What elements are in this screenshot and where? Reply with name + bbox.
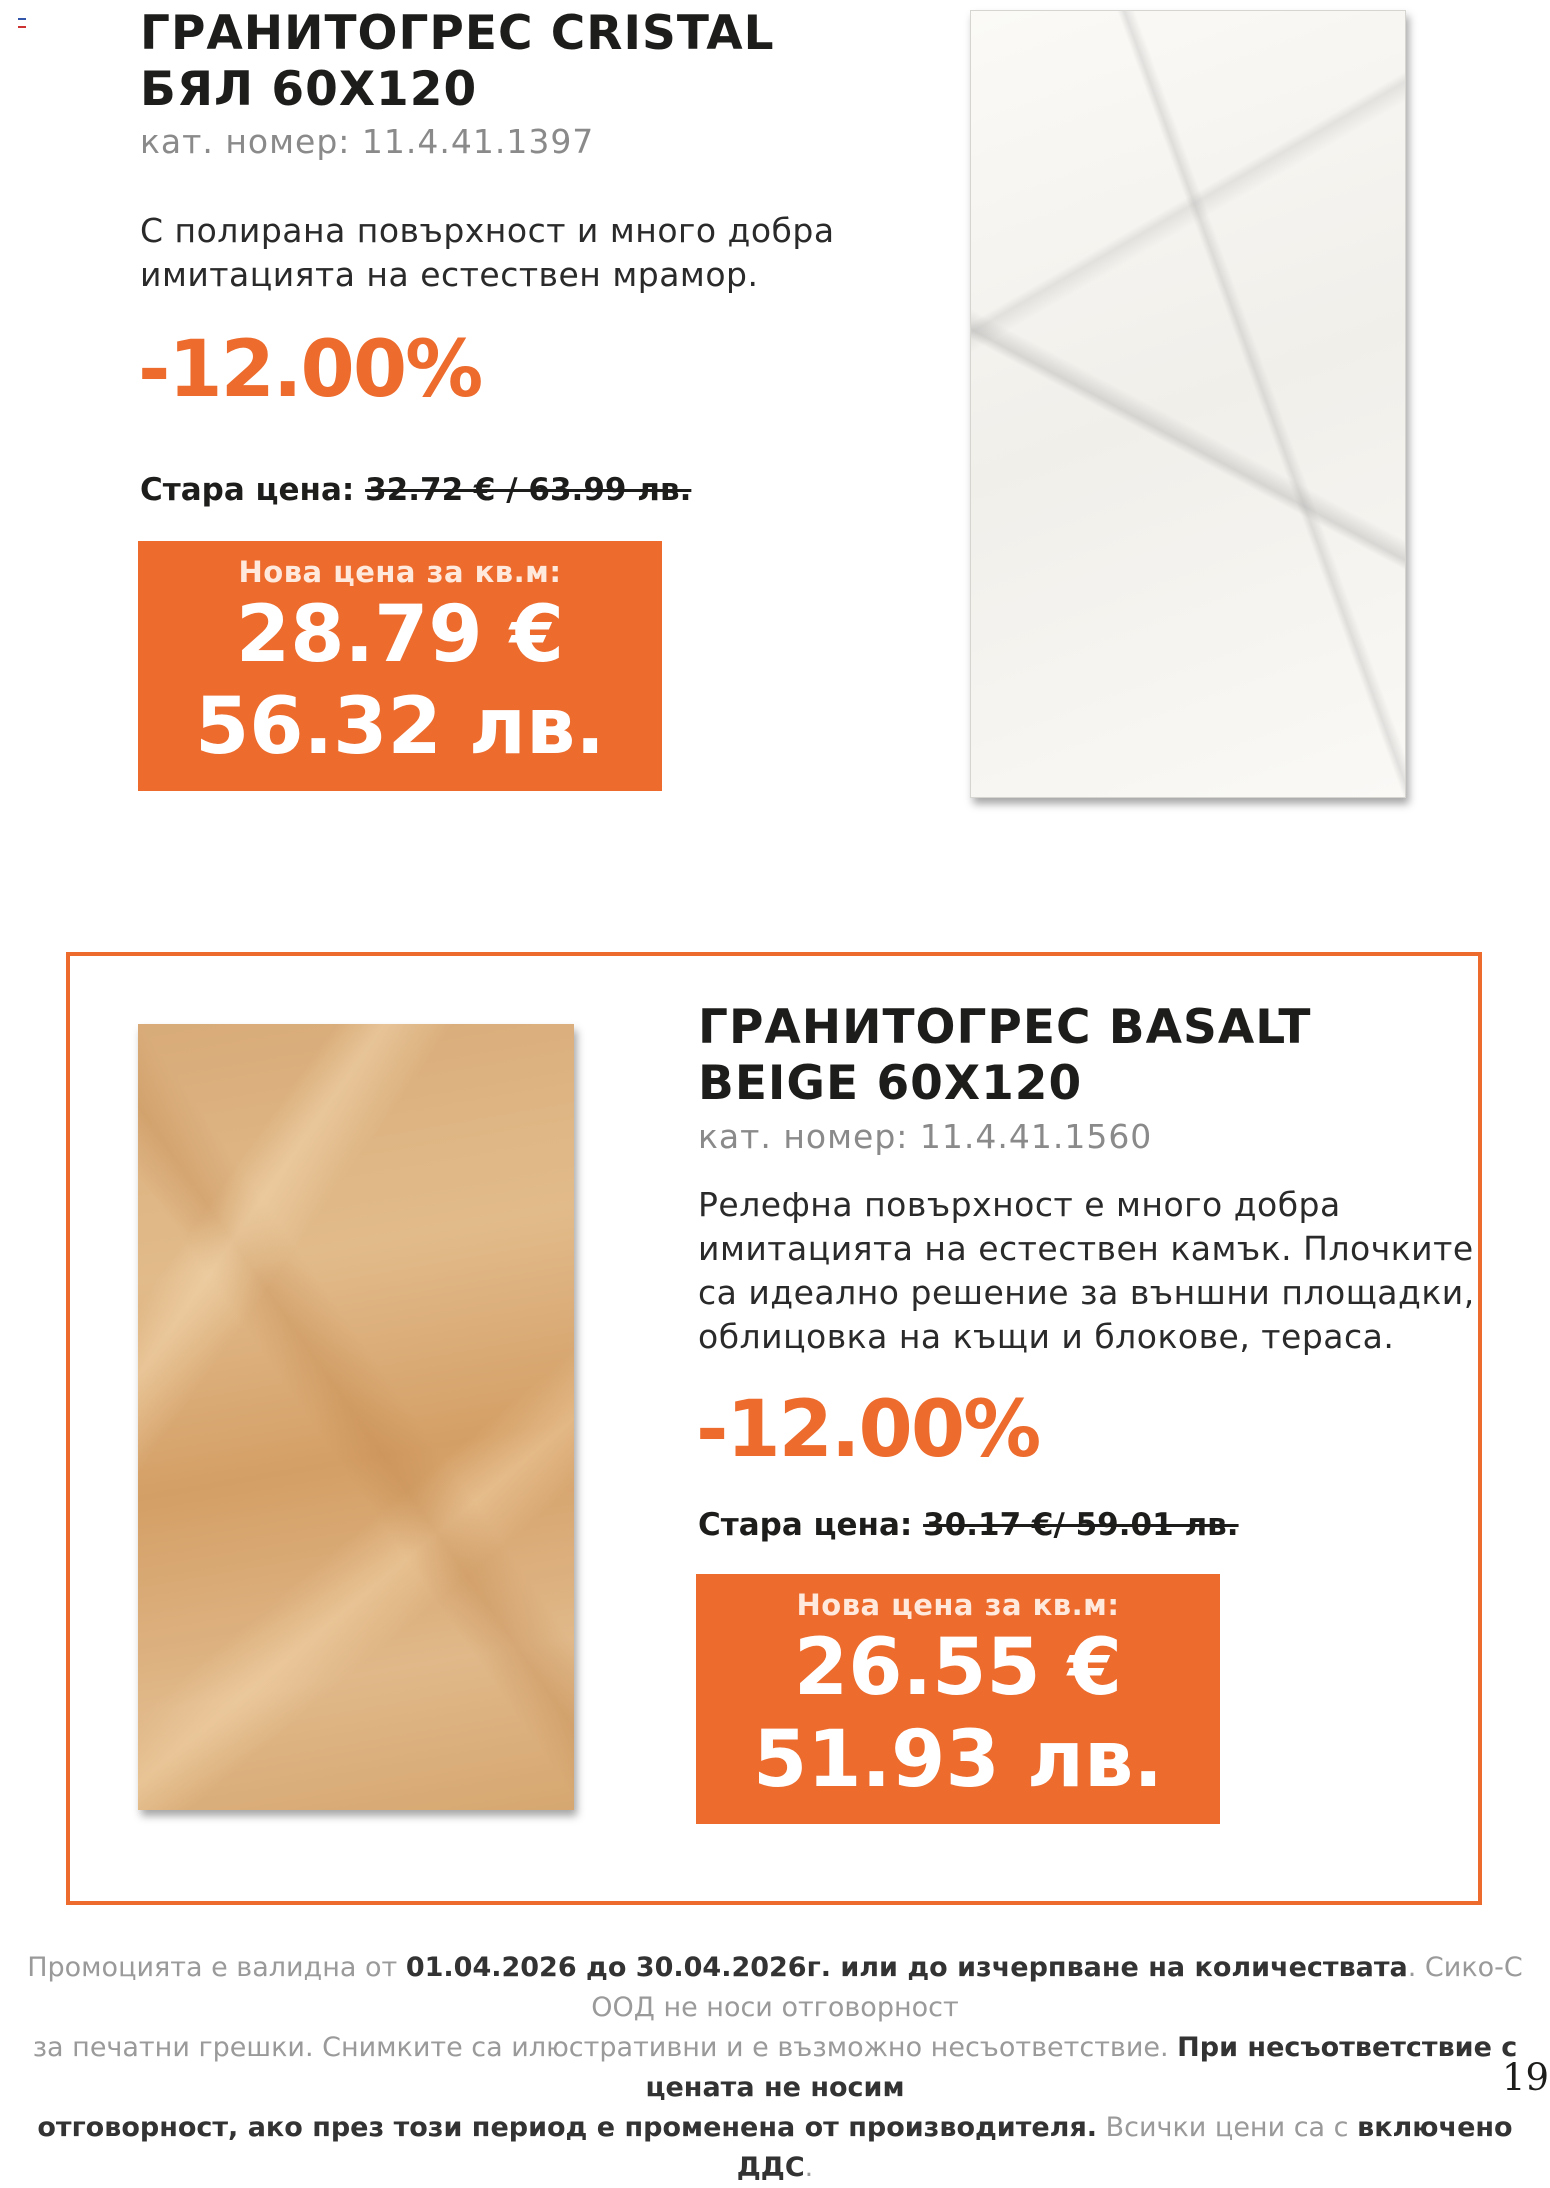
footer-text: Промоцията е валидна от bbox=[27, 1952, 406, 1983]
footer-line3 bbox=[0, 2108, 1550, 2188]
tile-image-white-marble bbox=[970, 10, 1406, 798]
catalog-number: кат. номер: 11.4.41.1560 bbox=[698, 1117, 1153, 1156]
old-price-label: Стара цена: bbox=[140, 472, 355, 508]
discount-percent: -12.00% bbox=[696, 1385, 1040, 1475]
old-price bbox=[698, 1507, 1239, 1543]
product-title bbox=[140, 6, 775, 118]
description-line: имитацията на естествен камък. Плочките bbox=[698, 1229, 1474, 1268]
footer-bold: отговорност, ако през този период е променена от производителя. bbox=[37, 2112, 1098, 2143]
new-price-eur: 26.55 € bbox=[793, 1623, 1123, 1713]
description-line: С полирана повърхност и много добра bbox=[140, 211, 835, 250]
footer-text: за печатни грешки. Снимките са илюстративни и е възможно несъответствие. bbox=[32, 2032, 1178, 2063]
corner-mark bbox=[18, 18, 26, 28]
footer-disclaimer bbox=[0, 1948, 1550, 2188]
old-price-label: Стара цена: bbox=[698, 1507, 913, 1543]
product-title-line2: BEIGE 60X120 bbox=[698, 1056, 1083, 1111]
description-line: имитацията на естествен мрамор. bbox=[140, 255, 759, 294]
description-line: Релефна повърхност е много добра bbox=[698, 1185, 1341, 1224]
footer-text: . bbox=[804, 2152, 814, 2183]
page-number: 19 bbox=[1502, 2056, 1550, 2099]
product-title-line2: БЯЛ 60X120 bbox=[140, 62, 478, 117]
product-title-line1: ГРАНИТОГРЕС BASALT bbox=[698, 1000, 1312, 1055]
old-price bbox=[140, 472, 691, 508]
catalog-number: кат. номер: 11.4.41.1397 bbox=[140, 122, 595, 161]
old-price-value: 32.72 € / 63.99 лв. bbox=[365, 472, 692, 508]
product-description bbox=[140, 209, 835, 297]
product-title-line1: ГРАНИТОГРЕС CRISTAL bbox=[140, 6, 775, 61]
description-line: са идеално решение за външни площадки, bbox=[698, 1273, 1475, 1312]
new-price-box bbox=[138, 541, 662, 791]
description-line: облицовка на къщи и блокове, тераса. bbox=[698, 1317, 1395, 1356]
footer-bold: При несъответствие с цената не носим bbox=[645, 2032, 1518, 2103]
product-description bbox=[698, 1183, 1475, 1359]
new-price-label: Нова цена за кв.м: bbox=[796, 1588, 1120, 1622]
footer-text: Всички цени са с bbox=[1097, 2112, 1358, 2143]
new-price-eur: 28.79 € bbox=[235, 590, 565, 680]
old-price-value: 30.17 €/ 59.01 лв. bbox=[923, 1507, 1239, 1543]
footer-text: . Сико-С ООД не носи отговорност bbox=[591, 1952, 1523, 2023]
discount-percent: -12.00% bbox=[138, 325, 482, 415]
product-title bbox=[698, 1000, 1311, 1112]
footer-bold: включено ДДС bbox=[736, 2112, 1513, 2183]
tile-image-beige-stone bbox=[138, 1024, 574, 1810]
new-price-bgn: 56.32 лв. bbox=[195, 682, 605, 772]
footer-line1 bbox=[0, 1948, 1550, 2028]
footer-line2 bbox=[0, 2028, 1550, 2108]
new-price-bgn: 51.93 лв. bbox=[753, 1715, 1163, 1805]
new-price-label: Нова цена за кв.м: bbox=[238, 555, 562, 589]
new-price-box bbox=[696, 1574, 1220, 1824]
footer-bold: 01.04.2026 до 30.04.2026г. или до изчерпване на количествата bbox=[405, 1952, 1408, 1983]
